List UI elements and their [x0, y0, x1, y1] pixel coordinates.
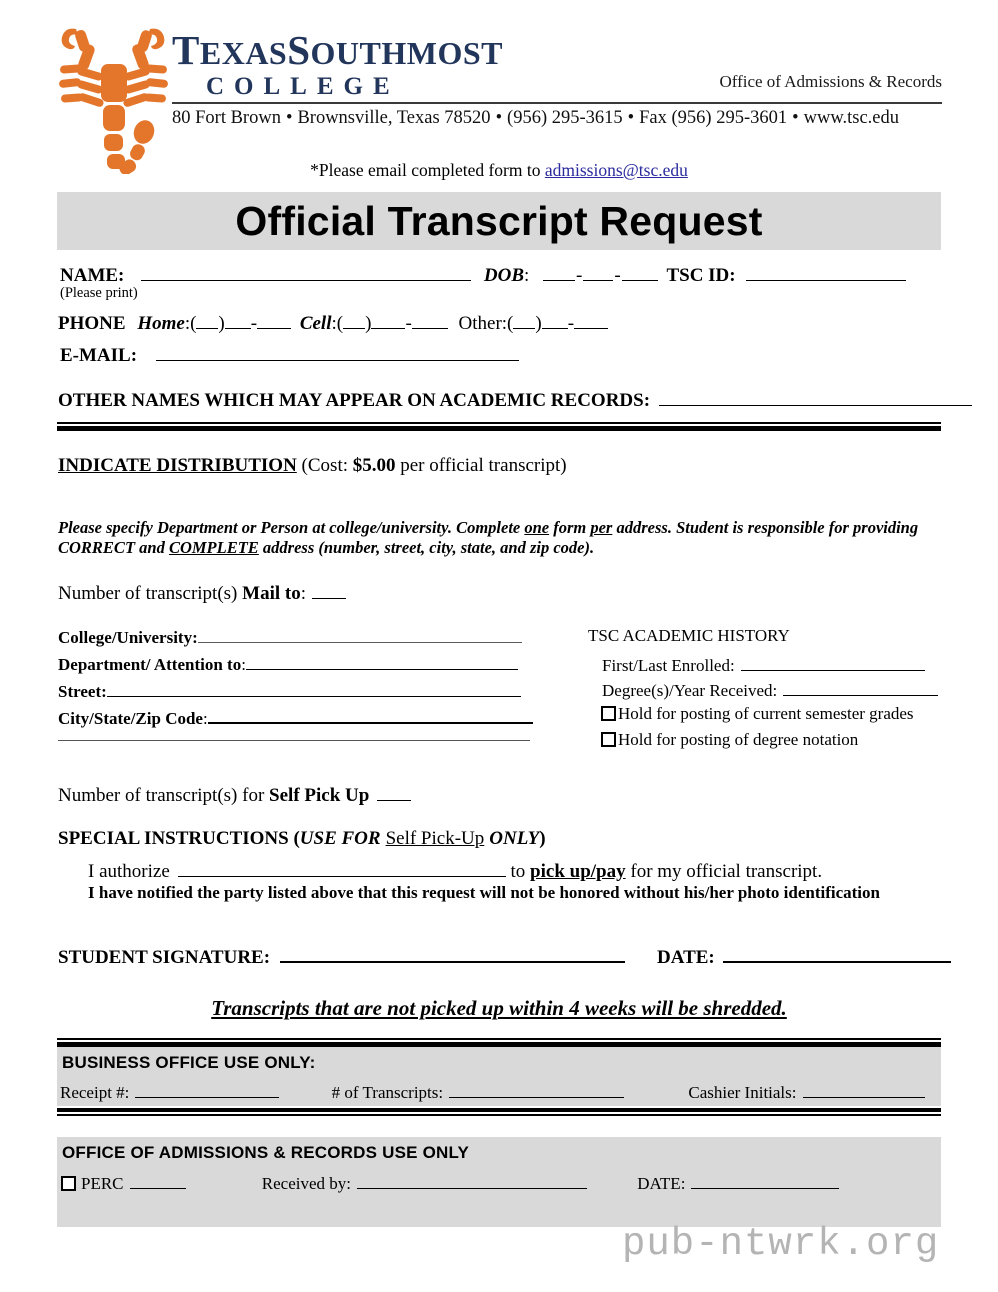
- name-label: NAME:: [60, 265, 125, 286]
- college-university-input[interactable]: [198, 626, 522, 643]
- admissions-office-heading-wrap: [62, 1143, 469, 1163]
- degrees-year-row: [602, 679, 938, 701]
- indicate-distribution-heading: INDICATE DISTRIBUTION: [58, 455, 297, 476]
- cell-phone-label: Cell: [299, 313, 332, 334]
- business-office-heading: BUSINESS OFFICE USE ONLY:: [62, 1053, 316, 1072]
- other-area-code-input[interactable]: [513, 310, 535, 329]
- college-university-label: College/University:: [58, 628, 198, 647]
- signature-date-label: DATE:: [657, 947, 715, 968]
- phone-row: [58, 310, 608, 335]
- other-names-row: [58, 387, 972, 412]
- self-pickup-count-input[interactable]: [377, 782, 411, 801]
- other-dash: -: [567, 313, 575, 334]
- admissions-date-input[interactable]: [691, 1172, 839, 1189]
- hold-grades-label: Hold for posting of current semester grades: [618, 704, 914, 723]
- authorize-label: I authorize: [88, 861, 170, 882]
- mail-to-count-row: [58, 580, 346, 605]
- divider3-thin-line: [57, 1114, 941, 1116]
- authorize-to: to: [505, 861, 531, 882]
- notified-party-notice: I have notified the party listed above that this request will not be honored without his/her photo identification: [88, 883, 880, 902]
- indicate-distribution-row: [58, 455, 567, 477]
- city-state-zip-text: Brownsville, Texas 78520: [297, 108, 491, 128]
- special-use-for: USE FOR: [299, 828, 381, 849]
- hold-grades-row[interactable]: [601, 704, 914, 724]
- city-state-zip-row: [58, 707, 533, 729]
- cell-phone-open: :(: [331, 313, 344, 334]
- authorize-pickup-pay: pick up/pay: [530, 861, 626, 882]
- instructions-complete: COMPLETE: [168, 538, 259, 558]
- home-prefix-input[interactable]: [225, 310, 251, 329]
- section-divider-1: [57, 422, 941, 431]
- fax-text: Fax (956) 295-3601: [639, 108, 788, 128]
- instructions-part-1: Please specify Department or Person at college/university. Complete: [58, 518, 525, 537]
- shred-notice-wrap: [0, 996, 998, 1021]
- authorize-name-input[interactable]: [178, 858, 506, 877]
- other-names-input[interactable]: [659, 387, 972, 406]
- dob-month-input[interactable]: [543, 262, 575, 281]
- special-close-paren: ): [539, 828, 546, 849]
- page-title-banner: [57, 192, 941, 250]
- distribution-instructions: [58, 518, 928, 558]
- first-last-enrolled-input[interactable]: [741, 654, 925, 671]
- office-label: Office of Admissions & Records: [719, 72, 942, 91]
- dob-dash-1: -: [576, 265, 583, 286]
- street-input[interactable]: [107, 680, 521, 697]
- received-by-input[interactable]: [357, 1172, 587, 1189]
- name-row: [60, 262, 906, 287]
- wordmark-t: T: [172, 27, 200, 73]
- wordmark-line-2: COLLEGE: [206, 72, 400, 100]
- signature-date-input[interactable]: [723, 944, 951, 963]
- cell-paren-close: ): [365, 313, 372, 334]
- wordmark-exas: EXAS: [199, 35, 288, 71]
- cost-amount: $5.00: [352, 455, 396, 476]
- first-last-enrolled-row: [602, 654, 925, 676]
- authorize-row: [88, 858, 822, 883]
- bullet-separator-4: •: [792, 108, 799, 128]
- city-state-zip-input[interactable]: [208, 707, 533, 724]
- dob-year-input[interactable]: [622, 262, 658, 281]
- home-paren-close: ): [218, 313, 225, 334]
- business-office-fields: [60, 1081, 925, 1103]
- special-self-pickup: Self Pick-Up: [385, 828, 485, 849]
- home-phone-open: :(: [184, 313, 197, 334]
- home-area-code-input[interactable]: [196, 310, 218, 329]
- instructions-part-3: address. Student is responsible for providing: [612, 518, 919, 537]
- wordmark-line-1: [172, 27, 942, 73]
- scorpion-logo-icon: [57, 24, 169, 174]
- cell-number-input[interactable]: [412, 310, 448, 329]
- cell-area-code-input[interactable]: [343, 310, 365, 329]
- please-print-note: (Please print): [60, 285, 138, 301]
- name-input[interactable]: [141, 262, 471, 281]
- wordmark: [172, 27, 942, 128]
- mail-to-count-input[interactable]: [312, 580, 346, 599]
- department-colon: :: [241, 655, 246, 674]
- cost-prefix: (Cost:: [296, 455, 353, 476]
- dob-day-input[interactable]: [583, 262, 613, 281]
- business-office-heading-wrap: [62, 1053, 315, 1073]
- dob-colon: :: [524, 265, 530, 286]
- department-label: Department/ Attention to: [58, 655, 242, 674]
- tsc-id-label: TSC ID:: [666, 265, 736, 286]
- bullet-separator-2: •: [495, 108, 503, 128]
- perc-input[interactable]: [130, 1172, 186, 1189]
- other-paren-close: ): [535, 313, 542, 334]
- degrees-year-input[interactable]: [783, 679, 938, 696]
- section-divider-2: [57, 1038, 941, 1047]
- special-instructions-heading: [58, 828, 546, 850]
- bullet-separator-1: •: [285, 108, 293, 128]
- cell-dash: -: [405, 313, 412, 334]
- home-phone-label: Home: [137, 313, 185, 334]
- hold-degree-label: Hold for posting of degree notation: [618, 730, 859, 749]
- signature-row: [58, 944, 951, 969]
- other-number-input[interactable]: [574, 310, 608, 329]
- mail-to-prefix: Number of transcript(s): [58, 583, 243, 604]
- dob-dash-2: -: [614, 265, 621, 286]
- tsc-id-input[interactable]: [746, 262, 906, 281]
- self-pickup-prefix: Number of transcript(s) for: [58, 785, 270, 806]
- academic-history-heading: TSC ACADEMIC HISTORY: [588, 626, 790, 645]
- phone-text: (956) 295-3615: [507, 108, 623, 128]
- address-text: 80 Fort Brown: [172, 108, 281, 128]
- authorize-suffix: for my official transcript.: [625, 861, 823, 882]
- cashier-initials-label: Cashier Initials:: [688, 1083, 797, 1102]
- other-prefix-input[interactable]: [542, 310, 568, 329]
- transcripts-count-label: # of Transcripts:: [331, 1083, 444, 1102]
- receipt-label: Receipt #:: [60, 1083, 130, 1102]
- city-state-zip-label: City/State/Zip Code: [58, 709, 203, 728]
- wordmark-outhmost: OUTHMOST: [310, 35, 503, 71]
- cashier-initials-input[interactable]: [803, 1081, 925, 1098]
- degrees-year-label: Degree(s)/Year Received:: [602, 681, 778, 700]
- student-signature-label: STUDENT SIGNATURE:: [58, 947, 271, 968]
- admissions-office-heading: OFFICE OF ADMISSIONS & RECORDS USE ONLY: [62, 1143, 470, 1162]
- phone-label: PHONE: [58, 313, 126, 334]
- admissions-email-link[interactable]: admissions@tsc.edu: [544, 160, 688, 180]
- email-input[interactable]: [156, 342, 519, 361]
- first-last-enrolled-label: First/Last Enrolled:: [602, 656, 735, 675]
- watermark: pub-ntwrk.org: [622, 1222, 940, 1266]
- email-instruction-prefix: *Please email completed form to: [310, 160, 545, 180]
- perc-label: PERC: [81, 1174, 124, 1193]
- section-divider-3: [57, 1108, 941, 1116]
- department-input[interactable]: [246, 653, 518, 670]
- home-number-input[interactable]: [257, 310, 291, 329]
- address-extra-line-input[interactable]: [58, 740, 530, 741]
- website-text: www.tsc.edu: [803, 108, 899, 128]
- street-row: [58, 680, 521, 702]
- letterhead: [0, 0, 998, 150]
- header-divider: [172, 102, 942, 104]
- other-phone-label: Other:(: [458, 313, 514, 334]
- page-title: Official Transcript Request: [235, 197, 763, 244]
- instructions-part-2: form: [549, 518, 591, 537]
- bullet-separator-3: •: [627, 108, 635, 128]
- department-row: [58, 653, 518, 675]
- mail-to-colon: :: [300, 583, 306, 604]
- instructions-per: per: [590, 518, 613, 537]
- wordmark-s: S: [287, 27, 311, 73]
- hold-degree-row[interactable]: [601, 730, 858, 750]
- city-state-zip-colon: :: [202, 709, 208, 728]
- admissions-office-fields: [61, 1172, 839, 1194]
- other-names-label: OTHER NAMES WHICH MAY APPEAR ON ACADEMIC RECORDS:: [58, 390, 651, 411]
- mail-to-bold-label: Mail to: [242, 583, 301, 604]
- email-label: E-MAIL:: [60, 345, 138, 366]
- instructions-part-5: address (number, street, city, state, and zip code).: [258, 538, 595, 558]
- received-by-label: Received by:: [261, 1174, 351, 1193]
- home-dash: -: [250, 313, 258, 334]
- hold-grades-checkbox[interactable]: [601, 706, 616, 721]
- transcripts-count-input[interactable]: [449, 1081, 624, 1098]
- shred-notice: Transcripts that are not picked up within 4 weeks will be shredded.: [211, 996, 787, 1020]
- self-pickup-count-row: [58, 782, 411, 807]
- receipt-input[interactable]: [135, 1081, 279, 1098]
- cost-suffix: per official transcript): [395, 455, 567, 476]
- email-instruction: [0, 160, 998, 181]
- special-instructions-label: SPECIAL INSTRUCTIONS (: [58, 828, 300, 849]
- special-only: ONLY: [489, 828, 540, 849]
- self-pickup-bold-label: Self Pick Up: [269, 785, 370, 806]
- email-row: [60, 342, 519, 367]
- instructions-part-4: CORRECT and: [58, 538, 169, 558]
- admissions-date-label: DATE:: [637, 1174, 686, 1193]
- dob-label: DOB: [483, 265, 525, 286]
- student-signature-input[interactable]: [280, 944, 625, 963]
- street-label: Street:: [58, 682, 107, 701]
- perc-checkbox[interactable]: [61, 1176, 76, 1191]
- instructions-one: one: [524, 518, 550, 537]
- hold-degree-checkbox[interactable]: [601, 732, 616, 747]
- college-university-row: [58, 626, 522, 648]
- cell-prefix-input[interactable]: [371, 310, 405, 329]
- contact-line: [172, 108, 899, 129]
- divider-thick-line: [57, 426, 941, 431]
